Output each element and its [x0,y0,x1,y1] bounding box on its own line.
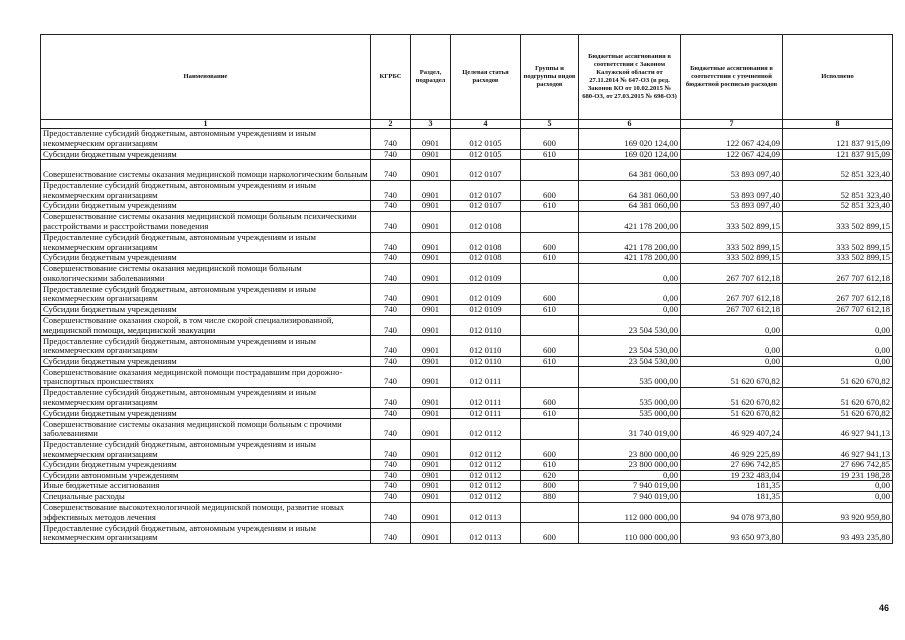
row-target: 012 0108 [451,211,521,232]
row-name: Субсидии бюджетным учреждениям [41,201,371,212]
header-groups: Группы и подгруппы видов расходов [521,35,579,120]
row-section: 0901 [411,356,451,367]
row-refined-amount: 94 078 973,80 [681,502,783,523]
row-group: 600 [521,180,579,201]
row-target: 012 0113 [451,523,521,544]
row-kgrbs: 740 [371,367,411,388]
row-refined-amount: 122 067 424,09 [681,129,783,150]
row-target: 012 0111 [451,408,521,419]
column-number: 7 [681,120,783,129]
table-row [41,492,893,503]
row-refined-amount: 93 650 973,80 [681,523,783,544]
row-group [521,419,579,440]
row-refined-amount: 53 893 097,40 [681,180,783,201]
row-target: 012 0112 [451,460,521,471]
row-kgrbs: 740 [371,160,411,181]
table-row [41,304,893,315]
row-name: Субсидии бюджетным учреждениям [41,408,371,419]
row-target: 012 0107 [451,201,521,212]
row-section: 0901 [411,160,451,181]
header-row [41,35,893,120]
row-group: 610 [521,408,579,419]
table-row [41,470,893,481]
row-name: Совершенствование высокотехнологичной медицинской помощи, развитие новых эффективных методов лечения [41,502,371,523]
row-target: 012 0110 [451,356,521,367]
row-refined-amount: 27 696 742,85 [681,460,783,471]
row-kgrbs: 740 [371,232,411,253]
row-name: Совершенствование системы оказания медицинской помощи наркологическим больным [41,160,371,181]
row-section: 0901 [411,367,451,388]
row-group: 620 [521,470,579,481]
row-name: Предоставление субсидий бюджетным, автономным учреждениям и иным некоммерческим организациям [41,284,371,305]
row-kgrbs: 740 [371,149,411,160]
row-name: Совершенствование оказания скорой, в том числе скорой специализированной, медицинской помощи, медицинской эвакуации [41,315,371,336]
page-number: 46 [878,603,889,613]
row-section: 0901 [411,492,451,503]
row-law-amount: 169 020 124,00 [579,149,681,160]
header-executed: Исполнено [783,35,893,120]
row-name: Субсидии бюджетным учреждениям [41,149,371,160]
row-law-amount: 23 800 000,00 [579,439,681,460]
row-kgrbs: 740 [371,470,411,481]
row-refined-amount: 0,00 [681,315,783,336]
row-name: Совершенствование системы оказания медицинской помощи больным психическими расстройствами и расстройствами поведения [41,211,371,232]
column-number: 1 [41,120,371,129]
table-row [41,211,893,232]
row-section: 0901 [411,263,451,284]
row-executed-amount: 93 493 235,80 [783,523,893,544]
table-row [41,356,893,367]
row-target: 012 0112 [451,439,521,460]
header-name: Наименование [41,35,371,120]
row-kgrbs: 740 [371,304,411,315]
row-kgrbs: 740 [371,481,411,492]
column-number: 4 [451,120,521,129]
row-executed-amount: 0,00 [783,336,893,357]
row-executed-amount: 27 696 742,85 [783,460,893,471]
row-name: Совершенствование оказания медицинской помощи пострадавшим при дорожно-транспортных происшествиях [41,367,371,388]
row-target: 012 0107 [451,160,521,181]
row-group [521,263,579,284]
row-executed-amount: 267 707 612,18 [783,284,893,305]
row-target: 012 0112 [451,492,521,503]
row-refined-amount: 122 067 424,09 [681,149,783,160]
column-number: 6 [579,120,681,129]
row-refined-amount: 46 929 407,24 [681,419,783,440]
row-name: Предоставление субсидий бюджетным, автономным учреждениям и иным некоммерческим организациям [41,336,371,357]
row-law-amount: 535 000,00 [579,387,681,408]
row-law-amount: 169 020 124,00 [579,129,681,150]
row-section: 0901 [411,315,451,336]
row-executed-amount: 121 837 915,09 [783,129,893,150]
row-section: 0901 [411,470,451,481]
row-group: 610 [521,149,579,160]
row-target: 012 0107 [451,180,521,201]
header-target: Целевая статья расходов [451,35,521,120]
row-section: 0901 [411,408,451,419]
header-refined: Бюджетные ассигнования в соответствии с уточненной бюджетной росписью расходов [681,35,783,120]
row-kgrbs: 740 [371,180,411,201]
row-refined-amount: 53 893 097,40 [681,201,783,212]
row-section: 0901 [411,201,451,212]
table-row [41,263,893,284]
table-row [41,439,893,460]
table-row [41,336,893,357]
row-section: 0901 [411,419,451,440]
row-section: 0901 [411,180,451,201]
row-refined-amount: 333 502 899,15 [681,211,783,232]
header-section: Раздел, подраздел [411,35,451,120]
row-section: 0901 [411,304,451,315]
row-law-amount: 64 381 060,00 [579,201,681,212]
row-section: 0901 [411,460,451,471]
row-target: 012 0105 [451,149,521,160]
table-row [41,284,893,305]
row-law-amount: 64 381 060,00 [579,160,681,181]
row-executed-amount: 0,00 [783,492,893,503]
row-section: 0901 [411,149,451,160]
column-number-row [41,120,893,129]
row-refined-amount: 51 620 670,82 [681,387,783,408]
row-group: 600 [521,129,579,150]
row-refined-amount: 51 620 670,82 [681,367,783,388]
row-section: 0901 [411,523,451,544]
row-group: 880 [521,492,579,503]
row-executed-amount: 52 851 323,40 [783,180,893,201]
row-law-amount: 23 504 530,00 [579,315,681,336]
row-group: 600 [521,387,579,408]
budget-table [40,34,893,544]
row-kgrbs: 740 [371,419,411,440]
row-kgrbs: 740 [371,502,411,523]
row-section: 0901 [411,253,451,264]
row-refined-amount: 267 707 612,18 [681,304,783,315]
row-refined-amount: 181,35 [681,481,783,492]
table-row [41,408,893,419]
table-row [41,419,893,440]
row-kgrbs: 740 [371,201,411,212]
row-law-amount: 0,00 [579,263,681,284]
row-executed-amount: 267 707 612,18 [783,304,893,315]
row-refined-amount: 19 232 483,04 [681,470,783,481]
row-kgrbs: 740 [371,315,411,336]
header-kgrbs: КГРБС [371,35,411,120]
row-law-amount: 535 000,00 [579,408,681,419]
row-group [521,367,579,388]
row-section: 0901 [411,129,451,150]
row-name: Субсидии бюджетным учреждениям [41,253,371,264]
row-section: 0901 [411,336,451,357]
row-group: 610 [521,201,579,212]
row-kgrbs: 740 [371,211,411,232]
row-refined-amount: 0,00 [681,336,783,357]
row-section: 0901 [411,481,451,492]
row-kgrbs: 740 [371,387,411,408]
row-group [521,315,579,336]
row-law-amount: 421 178 200,00 [579,253,681,264]
row-law-amount: 7 940 019,00 [579,481,681,492]
row-target: 012 0111 [451,387,521,408]
row-executed-amount: 46 927 941,13 [783,439,893,460]
row-name: Совершенствование системы оказания медицинской помощи больным с прочими заболеваниями [41,419,371,440]
table-row [41,460,893,471]
row-executed-amount: 51 620 670,82 [783,408,893,419]
row-refined-amount: 0,00 [681,356,783,367]
row-group: 610 [521,253,579,264]
row-name: Предоставление субсидий бюджетным, автономным учреждениям и иным некоммерческим организациям [41,180,371,201]
row-executed-amount: 0,00 [783,481,893,492]
row-law-amount: 421 178 200,00 [579,232,681,253]
row-refined-amount: 53 893 097,40 [681,160,783,181]
row-name: Субсидии автономным учреждениям [41,470,371,481]
row-executed-amount: 19 231 198,28 [783,470,893,481]
row-target: 012 0111 [451,367,521,388]
row-target: 012 0110 [451,336,521,357]
row-target: 012 0109 [451,304,521,315]
row-executed-amount: 51 620 670,82 [783,387,893,408]
row-law-amount: 0,00 [579,304,681,315]
table-row [41,502,893,523]
row-law-amount: 421 178 200,00 [579,211,681,232]
row-kgrbs: 740 [371,492,411,503]
row-refined-amount: 267 707 612,18 [681,284,783,305]
row-name: Иные бюджетные ассигнования [41,481,371,492]
header-law: Бюджетные ассигнования в соответствии с Законом Калужской области от 27.11.2014 № 647-ОЗ (в ред. Законов КО от 10.02.2015 № 680-ОЗ, от 27.03.2015 № 698-ОЗ) [579,35,681,120]
row-kgrbs: 740 [371,356,411,367]
row-law-amount: 31 740 019,00 [579,419,681,440]
table-row [41,387,893,408]
row-kgrbs: 740 [371,263,411,284]
row-executed-amount: 52 851 323,40 [783,201,893,212]
row-law-amount: 112 000 000,00 [579,502,681,523]
row-kgrbs: 740 [371,408,411,419]
row-law-amount: 23 800 000,00 [579,460,681,471]
row-target: 012 0108 [451,232,521,253]
row-kgrbs: 740 [371,439,411,460]
row-kgrbs: 740 [371,460,411,471]
row-name: Предоставление субсидий бюджетным, автономным учреждениям и иным некоммерческим организациям [41,523,371,544]
row-law-amount: 0,00 [579,470,681,481]
row-law-amount: 110 000 000,00 [579,523,681,544]
row-name: Специальные расходы [41,492,371,503]
row-group: 800 [521,481,579,492]
row-refined-amount: 333 502 899,15 [681,253,783,264]
row-executed-amount: 0,00 [783,356,893,367]
row-law-amount: 7 940 019,00 [579,492,681,503]
row-target: 012 0112 [451,481,521,492]
row-executed-amount: 333 502 899,15 [783,211,893,232]
table-row [41,201,893,212]
row-name: Предоставление субсидий бюджетным, автономным учреждениям и иным некоммерческим организациям [41,439,371,460]
row-name: Совершенствование системы оказания медицинской помощи больным онкологическими заболеваниями [41,263,371,284]
row-name: Субсидии бюджетным учреждениям [41,460,371,471]
table-row [41,253,893,264]
row-kgrbs: 740 [371,129,411,150]
row-group: 600 [521,232,579,253]
column-number: 2 [371,120,411,129]
row-group [521,160,579,181]
row-name: Субсидии бюджетным учреждениям [41,304,371,315]
row-group: 610 [521,460,579,471]
table-row [41,481,893,492]
row-executed-amount: 333 502 899,15 [783,253,893,264]
row-section: 0901 [411,387,451,408]
table-row [41,315,893,336]
row-target: 012 0112 [451,419,521,440]
row-executed-amount: 333 502 899,15 [783,232,893,253]
row-law-amount: 23 504 530,00 [579,356,681,367]
table-row [41,129,893,150]
row-kgrbs: 740 [371,336,411,357]
column-number: 5 [521,120,579,129]
table-row [41,367,893,388]
row-target: 012 0105 [451,129,521,150]
row-refined-amount: 51 620 670,82 [681,408,783,419]
row-executed-amount: 51 620 670,82 [783,367,893,388]
row-kgrbs: 740 [371,523,411,544]
row-refined-amount: 181,35 [681,492,783,503]
row-executed-amount: 267 707 612,18 [783,263,893,284]
row-law-amount: 64 381 060,00 [579,180,681,201]
row-group: 600 [521,284,579,305]
row-target: 012 0108 [451,253,521,264]
row-group [521,502,579,523]
row-refined-amount: 46 929 225,89 [681,439,783,460]
row-target: 012 0110 [451,315,521,336]
table-row [41,523,893,544]
row-group: 600 [521,439,579,460]
row-kgrbs: 740 [371,253,411,264]
row-executed-amount: 46 927 941,13 [783,419,893,440]
row-section: 0901 [411,439,451,460]
row-target: 012 0112 [451,470,521,481]
row-section: 0901 [411,232,451,253]
row-group: 610 [521,356,579,367]
row-group: 610 [521,304,579,315]
row-section: 0901 [411,502,451,523]
row-name: Предоставление субсидий бюджетным, автономным учреждениям и иным некоммерческим организациям [41,232,371,253]
row-executed-amount: 52 851 323,40 [783,160,893,181]
column-number: 3 [411,120,451,129]
row-law-amount: 535 000,00 [579,367,681,388]
row-group: 600 [521,336,579,357]
table-row [41,180,893,201]
row-target: 012 0109 [451,284,521,305]
row-refined-amount: 267 707 612,18 [681,263,783,284]
row-kgrbs: 740 [371,284,411,305]
row-refined-amount: 333 502 899,15 [681,232,783,253]
table-body [41,129,893,544]
row-name: Предоставление субсидий бюджетным, автономным учреждениям и иным некоммерческим организациям [41,387,371,408]
row-target: 012 0113 [451,502,521,523]
table-row [41,160,893,181]
column-number: 8 [783,120,893,129]
table-row [41,149,893,160]
row-section: 0901 [411,211,451,232]
row-executed-amount: 121 837 915,09 [783,149,893,160]
row-law-amount: 0,00 [579,284,681,305]
row-section: 0901 [411,284,451,305]
row-name: Субсидии бюджетным учреждениям [41,356,371,367]
row-target: 012 0109 [451,263,521,284]
row-group [521,211,579,232]
row-group: 600 [521,523,579,544]
row-executed-amount: 93 920 959,80 [783,502,893,523]
row-name: Предоставление субсидий бюджетным, автономным учреждениям и иным некоммерческим организациям [41,129,371,150]
table-row [41,232,893,253]
row-law-amount: 23 504 530,00 [579,336,681,357]
row-executed-amount: 0,00 [783,315,893,336]
